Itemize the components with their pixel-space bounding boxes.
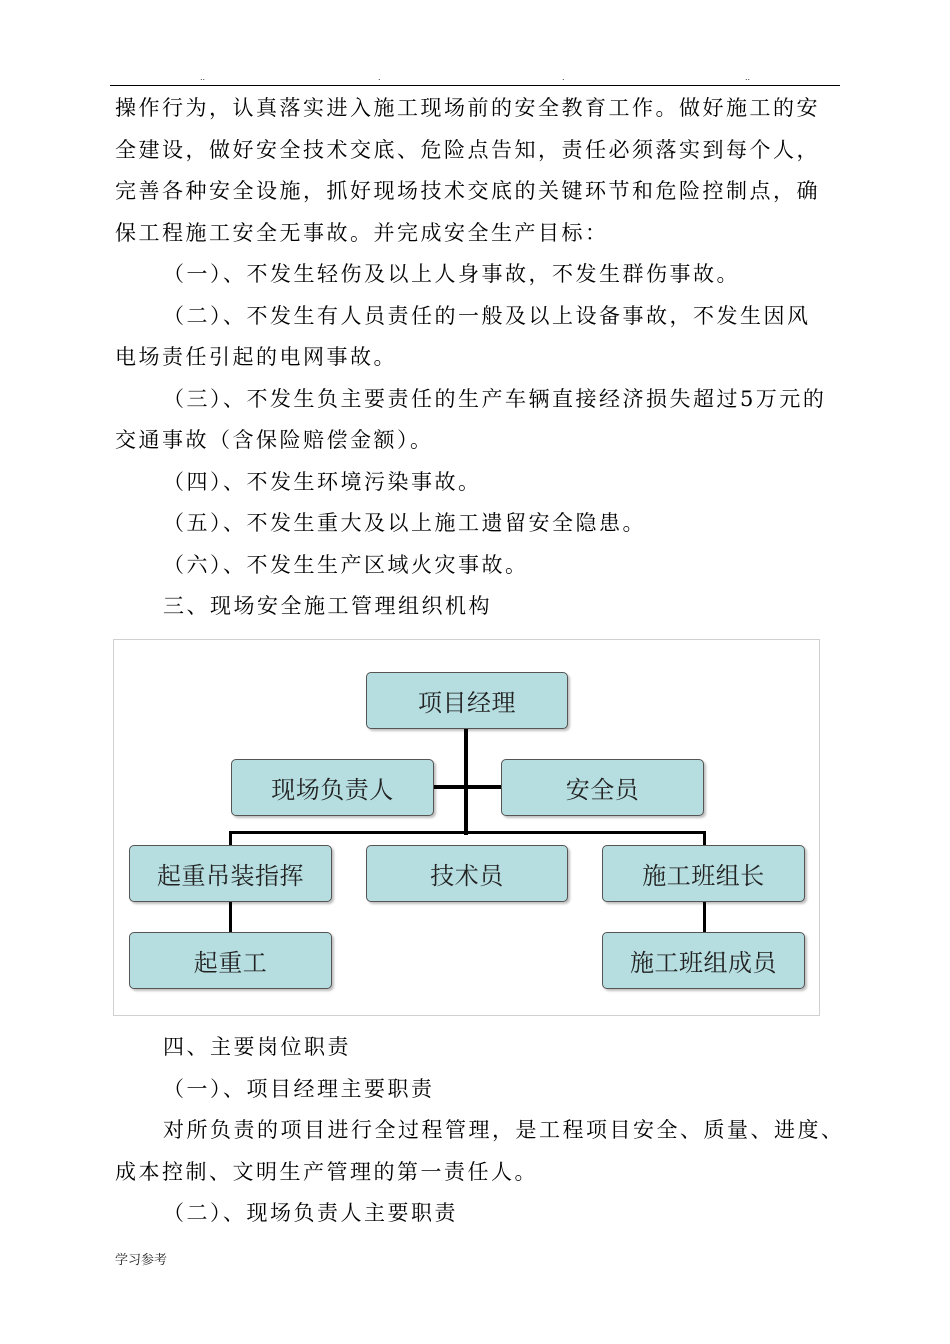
goal-item: （五）、不发生重大及以上施工遗留安全隐患。 (163, 511, 646, 535)
section-heading: 三、现场安全施工管理组织机构 (163, 594, 492, 618)
footer-text: 学习参考 (115, 1253, 168, 1268)
header-rule (110, 85, 840, 86)
connector (434, 785, 501, 789)
section-heading: 四、主要岗位职责 (163, 1035, 351, 1059)
connector (703, 902, 706, 933)
goal-item: （三）、不发生负主要责任的生产车辆直接经济损失超过5万元的 (163, 386, 827, 411)
header-dot: .. (200, 73, 206, 82)
goal-item: （四）、不发生环境污染事故。 (163, 469, 482, 494)
org-node-site-leader: 现场负责人 (231, 759, 434, 816)
org-chart (113, 639, 820, 1016)
connector (230, 831, 706, 834)
goal-item: （二）、不发生有人员责任的一般及以上设备事故，不发生因风 (163, 303, 811, 328)
header-dot: . (378, 73, 381, 82)
org-node-project-manager: 项目经理 (366, 672, 568, 729)
org-node-crane-worker: 起重工 (129, 932, 332, 989)
goals-list (115, 254, 840, 628)
intro-line: 保工程施工安全无事故。并完成安全生产目标： (115, 220, 609, 245)
org-node-team-leader: 施工班组长 (602, 845, 805, 902)
header-dot: . (562, 73, 565, 82)
org-node-team-member: 施工班组成员 (602, 932, 805, 989)
intro-line: 全建设，做好安全技术交底、危险点告知，责任必须落实到每个人， (115, 137, 820, 162)
intro-line: 操作行为，认真落实进入施工现场前的安全教育工作。做好施工的安 (115, 96, 820, 120)
intro-paragraph (115, 88, 840, 254)
connector (703, 831, 706, 846)
connector (464, 729, 468, 835)
section4 (115, 1027, 845, 1235)
header-dot: .. (745, 73, 751, 82)
subsection-heading: （二）、现场负责人主要职责 (163, 1201, 458, 1225)
goal-item: （六）、不发生生产区域火灾事故。 (163, 552, 529, 577)
connector (229, 831, 232, 846)
intro-line: 完善各种安全设施，抓好现场技术交底的关键环节和危险控制点，确 (115, 179, 820, 203)
org-node-lifting-commander: 起重吊装指挥 (129, 845, 332, 902)
org-node-technician: 技术员 (366, 845, 568, 902)
goal-item-continued: 电场责任引起的电网事故。 (115, 345, 397, 369)
connector (229, 902, 232, 933)
body-text: 成本控制、文明生产管理的第一责任人。 (115, 1159, 538, 1184)
subsection-heading: （一）、项目经理主要职责 (163, 1076, 435, 1101)
goal-item: （一）、不发生轻伤及以上人身事故，不发生群伤事故。 (163, 262, 740, 286)
org-node-safety-officer: 安全员 (501, 759, 704, 816)
goal-item-continued: 交通事故（含保险赔偿金额）。 (115, 428, 434, 452)
body-text: 对所负责的项目进行全过程管理，是工程项目安全、质量、进度、 (163, 1118, 845, 1142)
